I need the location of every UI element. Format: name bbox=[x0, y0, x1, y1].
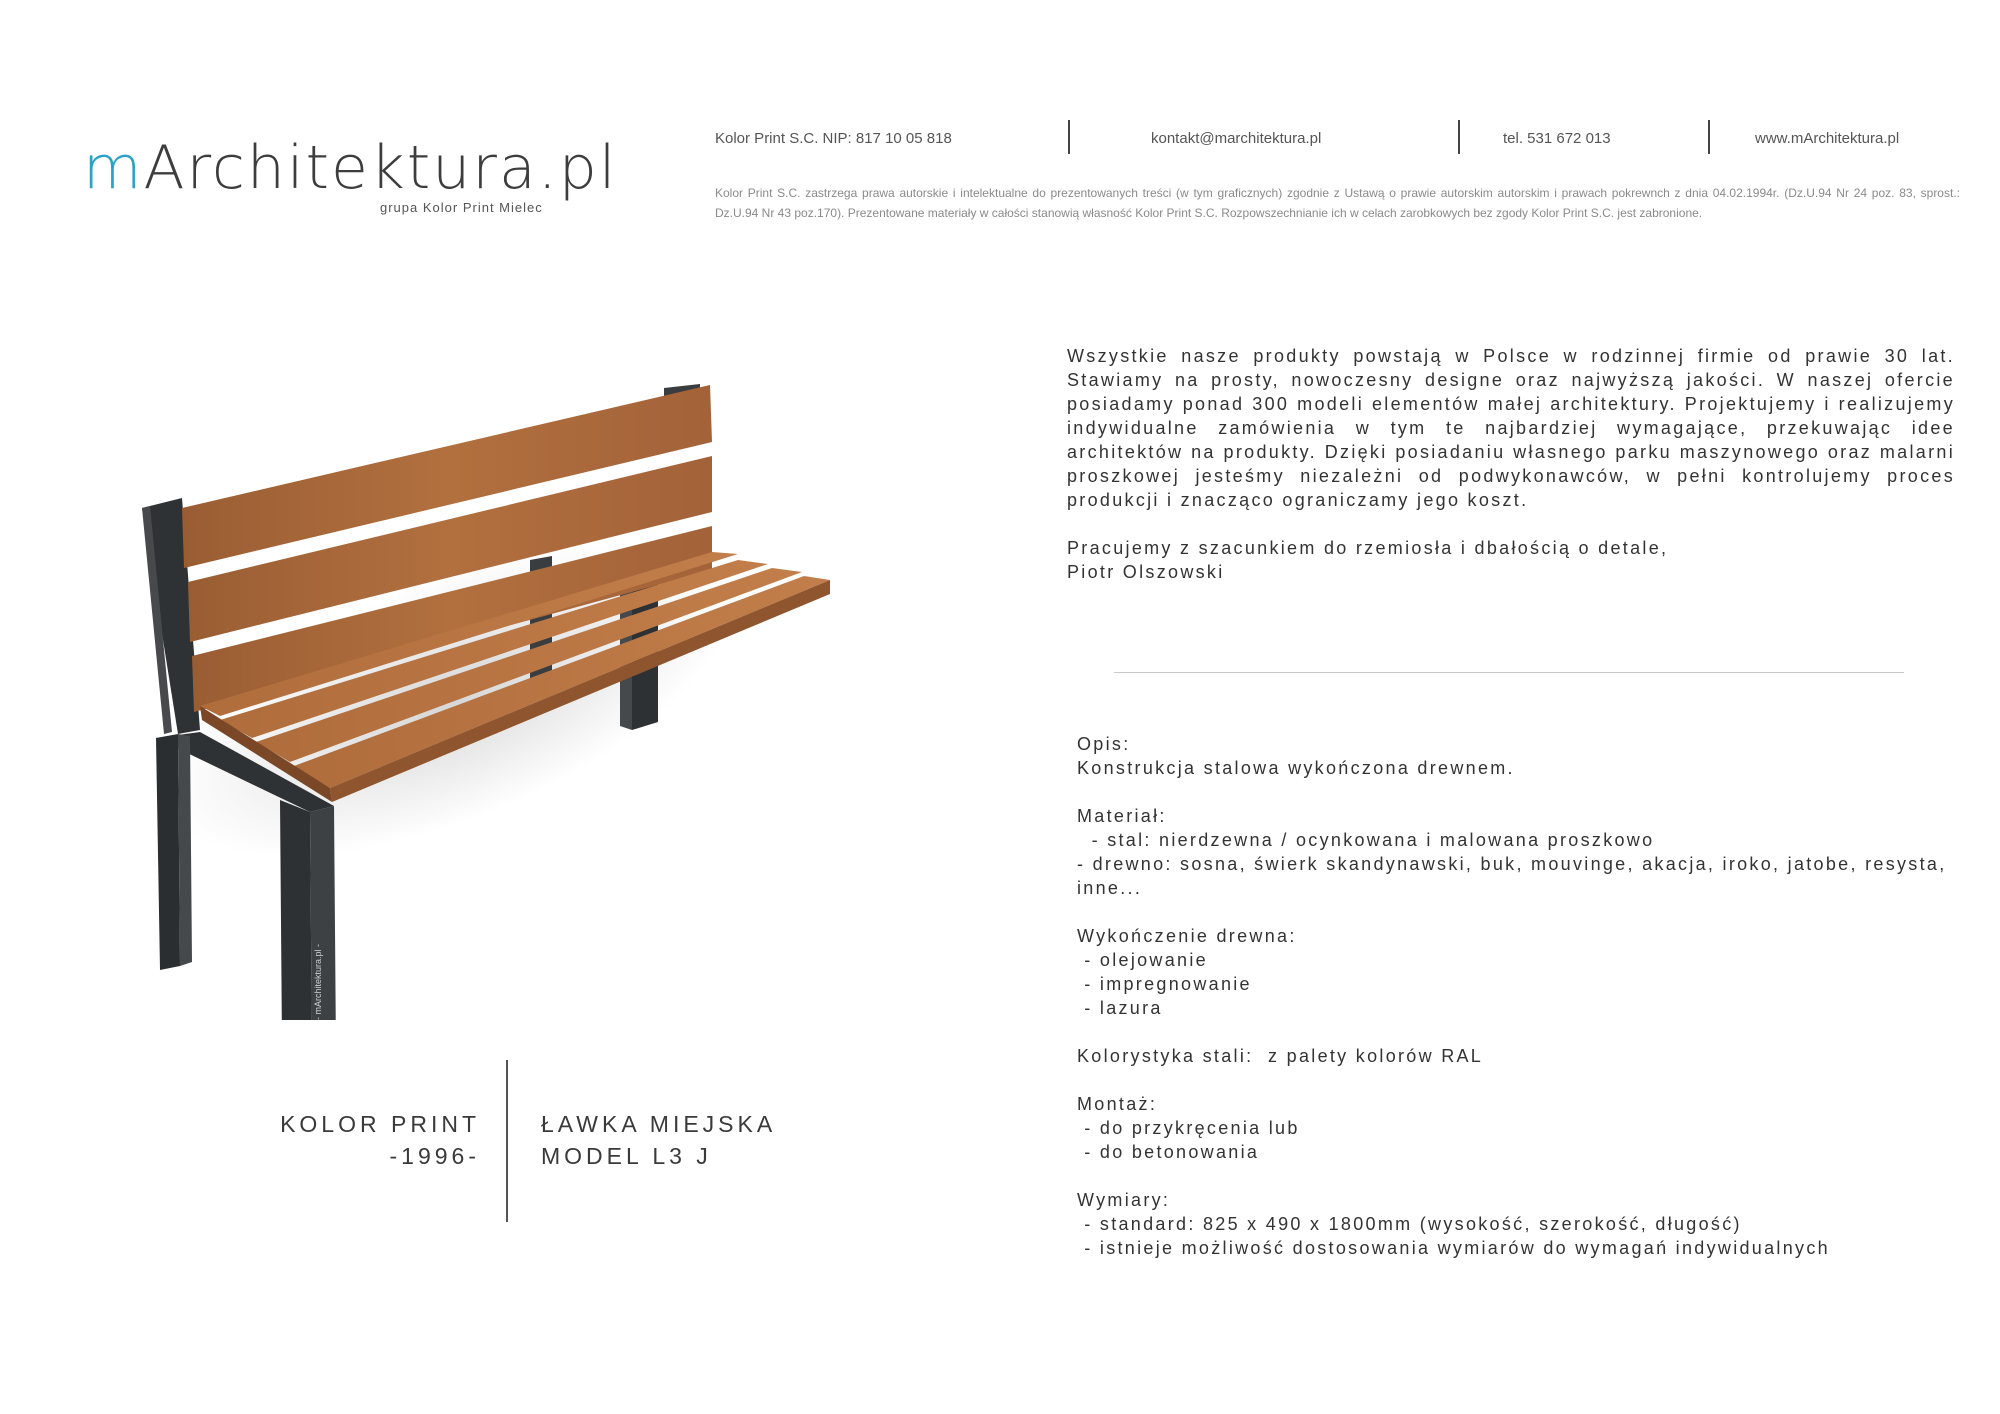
spec-heading: Wykończenie drewna: bbox=[1077, 926, 1297, 946]
company-name: KOLOR PRINT bbox=[280, 1111, 480, 1137]
contact-divider bbox=[1458, 120, 1460, 154]
section-divider bbox=[1114, 672, 1904, 673]
contact-divider bbox=[1068, 120, 1070, 154]
spec-heading: Wymiary: bbox=[1077, 1190, 1171, 1210]
product-specification bbox=[1077, 732, 1957, 1284]
product-caption bbox=[541, 1108, 861, 1172]
leg-brand-label: - mArchitektura.pl - bbox=[313, 943, 323, 1020]
spec-list-item: - lazura bbox=[1077, 998, 1163, 1018]
contact-bar bbox=[715, 126, 1960, 154]
contact-divider bbox=[1708, 120, 1710, 154]
caption-divider bbox=[506, 1060, 508, 1222]
intro-section bbox=[1067, 344, 1955, 584]
company-info: Kolor Print S.C. NIP: 817 10 05 818 bbox=[715, 130, 952, 147]
logo-prefix: m bbox=[83, 133, 144, 203]
logo-wordmark bbox=[83, 133, 643, 203]
spec-mounting bbox=[1077, 1092, 1957, 1164]
spec-list-item: - istnieje możliwość dostosowania wymiarów do wymagań indywidualnych bbox=[1077, 1238, 1830, 1258]
spec-heading: Materiał: bbox=[1077, 806, 1167, 826]
leg-front-left bbox=[280, 800, 312, 1020]
spec-list-item: - do przykręcenia lub bbox=[1077, 1118, 1300, 1138]
company-year: -1996- bbox=[389, 1143, 480, 1169]
logo-name: Architektura.pl bbox=[143, 133, 618, 203]
logo-tagline: grupa Kolor Print Mielec bbox=[380, 200, 543, 215]
leg-rear-left bbox=[156, 734, 180, 970]
spec-list-item: - do betonowania bbox=[1077, 1142, 1260, 1162]
intro-closing: Pracujemy z szacunkiem do rzemiosła i dbałością o detale, bbox=[1067, 538, 1669, 558]
spec-list-item: - stal: nierdzewna / ocynkowana i malowana proszkowo bbox=[1077, 830, 1655, 850]
phone-link[interactable]: tel. 531 672 013 bbox=[1503, 130, 1611, 147]
spec-heading: Opis: bbox=[1077, 734, 1131, 754]
product-name: ŁAWKA MIEJSKA bbox=[541, 1111, 777, 1137]
spec-text: Konstrukcja stalowa wykończona drewnem. bbox=[1077, 758, 1515, 778]
leg-rear-left-side bbox=[178, 734, 192, 966]
spec-heading: Montaż: bbox=[1077, 1094, 1158, 1114]
spec-material bbox=[1077, 804, 1957, 900]
brand-logo[interactable] bbox=[83, 133, 643, 228]
spec-description bbox=[1077, 732, 1957, 780]
spec-list-item: - olejowanie bbox=[1077, 950, 1208, 970]
website-link[interactable]: www.mArchitektura.pl bbox=[1755, 130, 1900, 147]
product-model: MODEL L3 J bbox=[541, 1143, 712, 1169]
company-caption bbox=[260, 1108, 480, 1172]
spec-list-item: - standard: 825 x 490 x 1800mm (wysokość, szerokość, długość) bbox=[1077, 1214, 1742, 1234]
spec-list-item: - drewno: sosna, świerk skandynawski, buk, mouvinge, akacja, iroko, jatobe, resysta, inne... bbox=[1077, 854, 1947, 898]
intro-signature: Piotr Olszowski bbox=[1067, 562, 1225, 582]
spec-list-item: - impregnowanie bbox=[1077, 974, 1252, 994]
intro-paragraph: Wszystkie nasze produkty powstają w Polsce w rodzinnej firmie od prawie 30 lat. Stawiamy na prosty, nowoczesny designe oraz najwyższą jakości. W naszej ofercie posiadamy ponad 300 modeli elementów małej architektury. Projektujemy i realizujemy indywidualne zamówienia w tym te najbardziej wymagające, przekuwając idee architektów na produkty. Dzięki posiadaniu własnego parku maszynowego oraz malarni proszkowej jesteśmy niezależni od podwykonawców, w pełni kontrolujemy proces produkcji i znacząco ograniczamy jego koszt. bbox=[1067, 346, 1955, 510]
spec-text: Kolorystyka stali: z palety kolorów RAL bbox=[1077, 1046, 1484, 1066]
spec-steel-color bbox=[1077, 1044, 1957, 1068]
intro-signoff bbox=[1067, 536, 1955, 584]
bench-product-image bbox=[120, 360, 880, 1020]
spec-dimensions bbox=[1077, 1188, 1957, 1260]
spec-wood-finish bbox=[1077, 924, 1957, 1020]
email-link[interactable]: kontakt@marchitektura.pl bbox=[1151, 130, 1322, 147]
copyright-disclaimer: Kolor Print S.C. zastrzega prawa autorskie i intelektualne do prezentowanych treści (w tym graficznych) zgodnie z Ustawą o prawie autorskim autorskim i prawach pokrewnch z dnia 04.02.1994r. (Dz.U.94 Nr 24 poz. 83, sprost.: Dz.U.94 Nr 43 poz.170). Prezentowane materiały w całości stanowią własność Kolor Print S.C. Rozpowszechnianie ich w celach zarobkowych bez zgody Kolor Print S.C. jest zabronione. bbox=[715, 186, 1960, 220]
